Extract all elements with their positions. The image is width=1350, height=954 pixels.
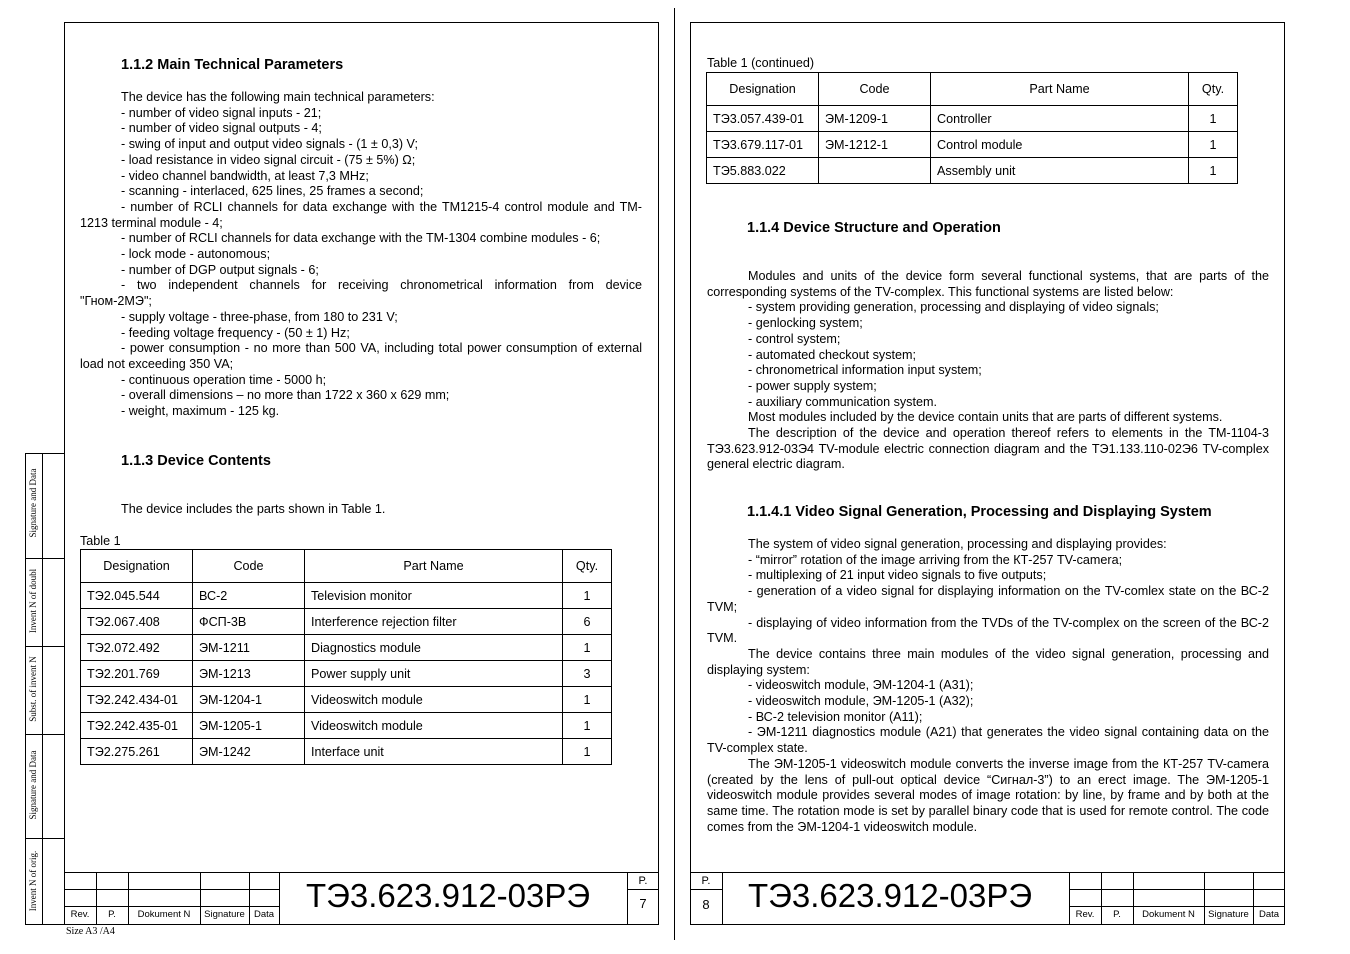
cell-part-name: Videoswitch module	[305, 687, 563, 713]
col-part-name: Part Name	[931, 73, 1189, 106]
cell-part-name: Television monitor	[305, 583, 563, 609]
table-header-row	[81, 550, 612, 583]
stamp-col-data: Data	[253, 909, 275, 920]
table-row	[707, 158, 1238, 184]
system-item: - power supply system;	[748, 378, 877, 393]
page-separator	[674, 8, 675, 940]
param-item: - feeding voltage frequency - (50 ± 1) Hz;	[121, 325, 350, 340]
cell-qty: 1	[1189, 106, 1238, 132]
param-item: - two independent channels for receiving chronometrical information from device "Гном-2МЭ";	[80, 278, 642, 309]
section-113-heading: 1.1.3 Device Contents	[121, 453, 271, 469]
section-1141-body	[707, 537, 1269, 835]
cell-code: ЭМ-1204-1	[193, 687, 305, 713]
section-113-intro: The device includes the parts shown in Table 1.	[121, 502, 386, 516]
stamp-col-data: Data	[1258, 909, 1280, 920]
page-number: 7	[639, 896, 647, 911]
section-114-body	[707, 269, 1269, 473]
table-row	[81, 583, 612, 609]
cell-part-name: Videoswitch module	[305, 713, 563, 739]
side-label-invent-orig: Invent N of orig.	[28, 850, 38, 912]
document-code: ТЭ3.623.912-03РЭ	[748, 877, 1033, 914]
cell-designation: ТЭ2.045.544	[81, 583, 193, 609]
param-item: - number of DGP output signals - 6;	[121, 262, 319, 277]
table-1-continued	[706, 72, 1238, 184]
col-code: Code	[193, 550, 305, 583]
cell-code: ЭМ-1205-1	[193, 713, 305, 739]
section-1141-intro: The system of video signal generation, processing and displaying provides:	[748, 537, 1167, 551]
cell-designation: ТЭ2.072.492	[81, 635, 193, 661]
page-label: P.	[638, 875, 648, 887]
cell-qty: 1	[1189, 158, 1238, 184]
col-designation: Designation	[81, 550, 193, 583]
cell-designation: ТЭ2.242.434-01	[81, 687, 193, 713]
param-item: - lock mode - autonomous;	[121, 247, 271, 262]
table-row	[81, 739, 612, 765]
system-item: - automated checkout system;	[748, 347, 916, 362]
provides-item: - “mirror” rotation of the image arriving from the КТ-257 TV-camera;	[748, 552, 1123, 567]
document-code: ТЭ3.623.912-03РЭ	[306, 877, 591, 914]
param-item: - number of video signal outputs - 4;	[121, 121, 322, 136]
stamp-col-p: P.	[1113, 909, 1121, 920]
param-item: - weight, maximum - 125 kg.	[121, 404, 280, 419]
system-item: - control system;	[748, 331, 841, 346]
section-1141-para1: The device contains three main modules of the video signal generation, processing and displaying system:	[707, 646, 1269, 677]
cell-designation: ТЭ5.883.022	[707, 158, 819, 184]
cell-qty: 1	[563, 687, 612, 713]
section-112-heading: 1.1.2 Main Technical Parameters	[121, 57, 344, 73]
cell-designation: ТЭ2.201.769	[81, 661, 193, 687]
provides-item: - multiplexing of 21 input video signals to five outputs;	[748, 568, 1047, 583]
cell-code: ФСП-3В	[193, 609, 305, 635]
section-1141-para2: The ЭМ-1205-1 videoswitch module converts the inverse image from the КТ-257 TV-camera (created by the lens of pull-out optical device “Сигнал-3”) to an erect image. The ЭМ-1205-1 videoswitch module provides several modes of image rotation: by line, by frame and by both at the same time. The rotation mode is set by parallel binary code that is used for remote control. The code comes from the ЭМ-1204-1 videoswitch module.	[707, 756, 1269, 834]
cell-part-name: Control module	[931, 132, 1189, 158]
table-1	[80, 549, 612, 765]
param-item: - number of RCLI channels for data exchange with the TM1215-4 control module and TM-1213 terminal module - 4;	[80, 199, 642, 230]
table-1-caption: Table 1	[80, 534, 121, 548]
table-row	[81, 687, 612, 713]
page-label: P.	[701, 875, 711, 887]
cell-designation: ТЭ2.275.261	[81, 739, 193, 765]
section-112-intro: The device has the following main technical parameters:	[121, 90, 435, 104]
table-row	[81, 635, 612, 661]
cell-part-name: Assembly unit	[931, 158, 1189, 184]
param-item: - supply voltage - three-phase, from 180 to 231 V;	[121, 309, 398, 324]
param-item: - overall dimensions – no more than 1722 x 360 x 629 mm;	[121, 388, 450, 403]
cell-qty: 1	[563, 739, 612, 765]
cell-qty: 1	[1189, 132, 1238, 158]
stamp-col-document: Dokument N	[137, 909, 191, 920]
table-row	[81, 609, 612, 635]
provides-item: - generation of a video signal for displaying information on the TV-comlex state on the ВС-2 TVM;	[707, 584, 1269, 614]
section-114-heading: 1.1.4 Device Structure and Operation	[747, 220, 1001, 236]
cell-part-name: Controller	[931, 106, 1189, 132]
param-item: - continuous operation time - 5000 h;	[121, 372, 327, 387]
cell-part-name: Power supply unit	[305, 661, 563, 687]
param-item: - video channel bandwidth, at least 7,3 MHz;	[121, 168, 369, 183]
param-item: - scanning - interlaced, 625 lines, 25 frames a second;	[121, 184, 424, 199]
page-number: 8	[702, 897, 710, 912]
cell-part-name: Interface unit	[305, 739, 563, 765]
section-114-para2: The description of the device and operation thereof refers to elements in the TM-1104-3 ТЭ3.623.912-03Э4 TV-module electric connection diagram and the ТЭ1.133.110-02Э6 TV-complex general electric diagram.	[707, 426, 1269, 472]
col-code: Code	[819, 73, 931, 106]
binding-divider	[42, 453, 43, 925]
cell-qty: 6	[563, 609, 612, 635]
cell-code	[819, 158, 931, 184]
param-item: - load resistance in video signal circuit - (75 ± 5%) Ω;	[121, 152, 416, 167]
cell-qty: 1	[563, 583, 612, 609]
cell-designation: ТЭ3.057.439-01	[707, 106, 819, 132]
provides-item: - displaying of video information from the TVDs of the TV-complex on the screen of the ВС-2 TVM.	[707, 615, 1269, 646]
col-part-name: Part Name	[305, 550, 563, 583]
param-item: - number of RCLI channels for data exchange with the TM-1304 combine modules - 6;	[121, 231, 601, 246]
size-note: Size A3 /A4	[66, 926, 115, 937]
stamp-col-rev: Rev.	[1075, 909, 1095, 920]
table-header-row	[707, 73, 1238, 106]
side-label-invent-doubl: Invent N of doubl	[28, 568, 38, 634]
system-item: - chronometrical information input system;	[748, 363, 982, 378]
cell-qty: 3	[563, 661, 612, 687]
stamp-col-signature: Signature	[1208, 909, 1249, 920]
table-row	[81, 713, 612, 739]
cell-code: ЭМ-1211	[193, 635, 305, 661]
param-item: - number of video signal inputs - 21;	[121, 105, 322, 120]
col-qty: Qty.	[1189, 73, 1238, 106]
cell-code: ЭМ-1209-1	[819, 106, 931, 132]
section-1141-heading: 1.1.4.1 Video Signal Generation, Processing and Displaying System	[747, 504, 1212, 520]
stamp-col-signature: Signature	[204, 909, 245, 920]
table-row	[81, 661, 612, 687]
cell-designation: ТЭ3.679.117-01	[707, 132, 819, 158]
stamp-col-p: P.	[108, 909, 116, 920]
module-item: - videoswitch module, ЭМ-1204-1 (А31);	[748, 678, 974, 693]
cell-code: ЭМ-1213	[193, 661, 305, 687]
side-label-signature-data-2: Signature and Data	[28, 750, 38, 820]
section-114-para1: Most modules included by the device contain units that are parts of different systems.	[748, 410, 1223, 425]
side-label-signature-data-1: Signature and Data	[28, 468, 38, 538]
cell-code: ЭМ-1242	[193, 739, 305, 765]
table-row	[707, 132, 1238, 158]
cell-qty: 1	[563, 713, 612, 739]
module-item: - videoswitch module, ЭМ-1205-1 (А32);	[748, 694, 974, 709]
section-114-intro: Modules and units of the device form several functional systems, that are parts of the corresponding systems of the TV-complex. This functional systems are listed below:	[707, 269, 1269, 299]
system-item: - auxiliary communication system.	[748, 394, 937, 409]
param-item: - swing of input and output video signals - (1 ± 0,3) V;	[121, 137, 418, 152]
system-item: - genlocking system;	[748, 316, 863, 331]
param-item: - power consumption - no more than 500 VA, including total power consumption of external load not exceeding 350 VA;	[80, 341, 642, 371]
cell-designation: ТЭ2.242.435-01	[81, 713, 193, 739]
cell-qty: 1	[563, 635, 612, 661]
cell-designation: ТЭ2.067.408	[81, 609, 193, 635]
stamp-col-document: Dokument N	[1142, 909, 1195, 920]
cell-part-name: Diagnostics module	[305, 635, 563, 661]
table-1-continued-caption: Table 1 (continued)	[707, 56, 815, 70]
module-item: - ВС-2 television monitor (А11);	[748, 709, 923, 724]
system-item: - system providing generation, processing and displaying of video signals;	[748, 300, 1159, 315]
table-row	[707, 106, 1238, 132]
cell-part-name: Interference rejection filter	[305, 609, 563, 635]
cell-code: ЭМ-1212-1	[819, 132, 931, 158]
section-112-body	[80, 90, 642, 420]
side-label-subst-invent: Subst. of invent N	[28, 656, 38, 722]
col-qty: Qty.	[563, 550, 612, 583]
stamp-col-rev: Rev.	[70, 909, 90, 920]
module-item: - ЭМ-1211 diagnostics module (А21) that generates the video signal containing data on the TV-complex state.	[707, 725, 1269, 756]
cell-code: ВС-2	[193, 583, 305, 609]
col-designation: Designation	[707, 73, 819, 106]
